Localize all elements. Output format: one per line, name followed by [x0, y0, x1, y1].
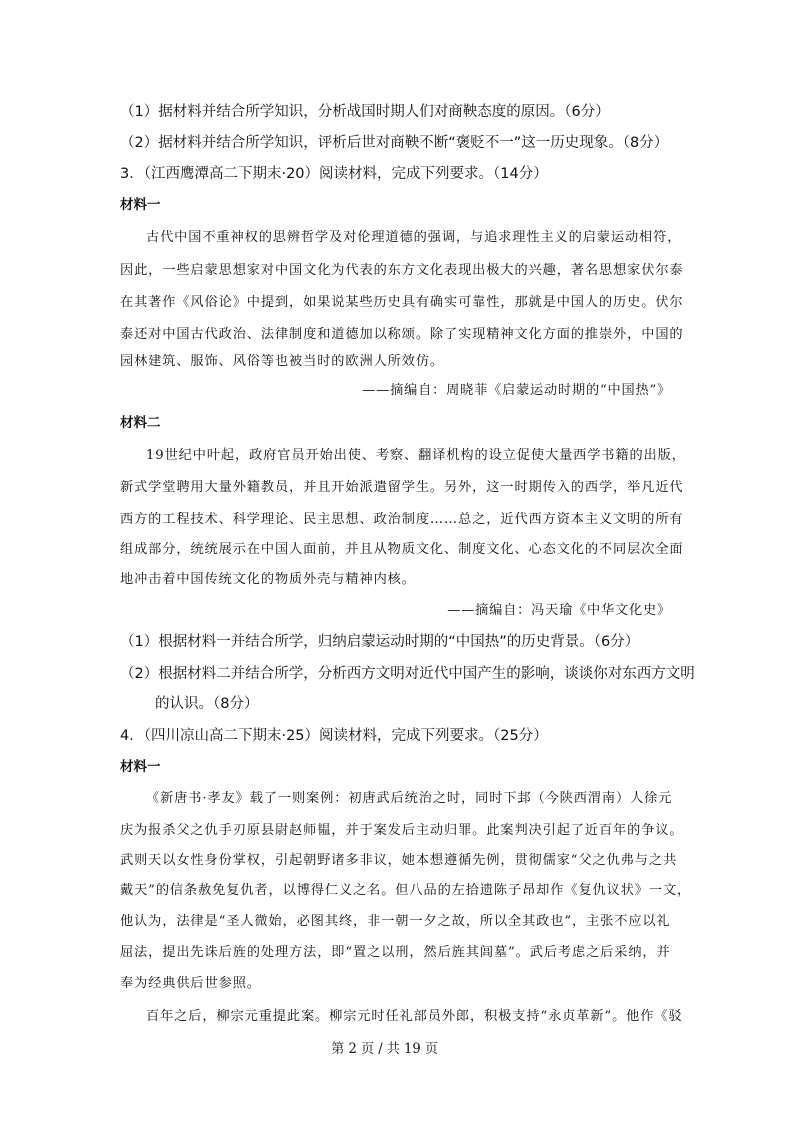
material-1-label: 材料一	[120, 197, 161, 213]
question-4-2-text: （2）据材料并结合所学知识，评析后世对商鞅不断“褒贬不一”这一历史现象。（8分）	[120, 135, 669, 151]
question-4-heading: 4．（四川凉山高二下期末·25）阅读材料，完成下列要求。（25分）	[120, 728, 548, 744]
material-2-paragraph-line: 19世纪中叶起，政府官员开始出使、考察、翻译机构的设立促使大量西学书籍的出版，	[146, 448, 686, 463]
material-1-paragraph-line: 园林建筑、服饰、风俗等也被当时的欧洲人所效仿。	[120, 354, 445, 369]
material-paragraph-line: 庆为报杀父之仇手刃原县尉赵师韫，并于案发后主动归罪。此案判决引起了近百年的争议。	[120, 823, 684, 838]
material-2-paragraph-line: 新式学堂聘用大量外籍教员，并且开始派遣留学生。另外，这一时期传入的西学，举凡近代	[120, 480, 684, 495]
material-1-paragraph-line: 泰还对中国古代政治、法律制度和道德加以称颂。除了实现精神文化方面的推崇外，中国的	[120, 327, 684, 342]
material-2-label: 材料二	[120, 415, 161, 431]
page-number-footer: 第 2 页 / 共 19 页	[331, 1041, 438, 1057]
question-3-2-continuation: 的认识。（8分）	[155, 696, 259, 712]
material-1-paragraph-line: 因此，一些启蒙思想家对中国文化为代表的东方文化表现出极大的兴趣，著名思想家伏尔泰	[120, 263, 684, 278]
material-paragraph-line: 奉为经典供后世参照。	[120, 976, 261, 991]
material-1-source: ——摘编自：周晓菲《启蒙运动时期的“中国热”》	[362, 383, 671, 398]
material-paragraph-line: 武则天以女性身份掌权，引起朝野诸多非议，她本想遵循先例，贯彻儒家“父之仇弗与之共	[120, 853, 678, 868]
material-1-label: 材料一	[120, 759, 161, 775]
material-paragraph-line: 他认为，法律是“圣人微始，必图其终，非一朝一夕之故，所以全其政也”，主张不应以礼	[120, 914, 671, 929]
material-paragraph-line: 《新唐书·孝友》载了一则案例：初唐武后统治之时，同时下邽（今陕西渭南）人徐元	[146, 791, 673, 806]
material-1-paragraph-line: 在其著作《风俗论》中提到，如果说某些历史具有确实可靠性，那就是中国人的历史。伏尔	[120, 295, 684, 310]
question-3-1-text: （1）根据材料一并结合所学，归纳启蒙运动时期的“中国热”的历史背景。（6分）	[120, 634, 640, 650]
question-3-2-text: （2）根据材料二并结合所学，分析西方文明对近代中国产生的影响，谈谈你对东西方文明	[120, 666, 695, 682]
material-2-paragraph-line: 地冲击着中国传统文化的物质外壳与精神内核。	[120, 572, 416, 587]
material-paragraph-line: 屈法，提出先诛后旌的处理方法，即“置之以刑，然后旌其闾墓”。武后考虑之后采纳，并	[120, 945, 671, 960]
material-1-paragraph-line: 古代中国不重神权的思辨哲学及对伦理道德的强调，与追求理性主义的启蒙运动相符，	[146, 230, 682, 245]
question-4-1-text: （1）据材料并结合所学知识，分析战国时期人们对商鞅态度的原因。（6分）	[120, 104, 610, 120]
material-2-paragraph-line: 西方的工程技术、科学理论、民主思想、政治制度……总之，近代西方资本主义文明的所有	[120, 512, 684, 527]
material-paragraph-line: 戴天”的信条赦免复仇者，以博得仁义之名。但八品的左拾遗陈子昂却作《复仇议状》一文，	[120, 883, 692, 898]
material-2-source: ——摘编自：冯天瑜《中华文化史》	[447, 603, 671, 618]
question-3-heading: 3．（江西鹰潭高二下期末·20）阅读材料，完成下列要求。（14分）	[120, 166, 548, 182]
material-paragraph-line: 百年之后，柳宗元重提此案。柳宗元时任礼部员外郎，积极支持“永贞革新”。他作《驳	[146, 1009, 683, 1024]
material-2-paragraph-line: 组成部分，统统展示在中国人面前，并且从物质文化、制度文化、心态文化的不同层次全面	[120, 542, 684, 557]
